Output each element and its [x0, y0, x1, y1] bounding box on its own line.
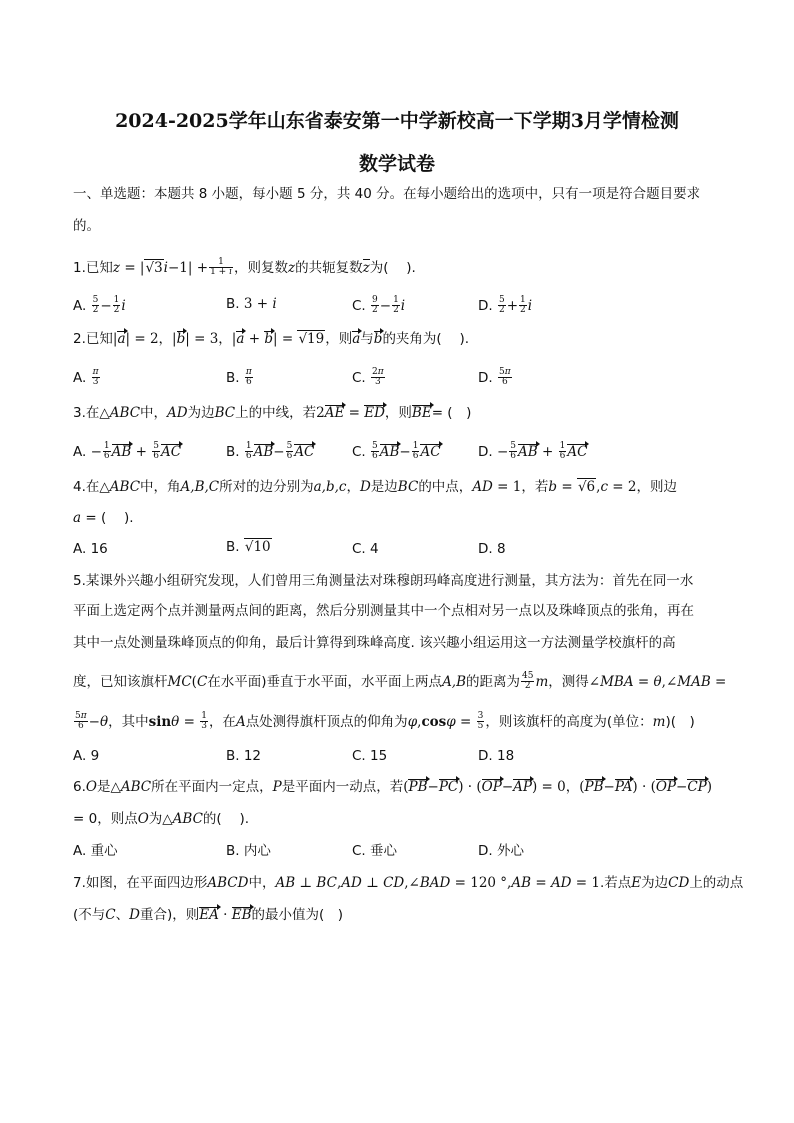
- q4-option-d[interactable]: D. 8: [478, 541, 506, 557]
- question-5-line-1: 5.某课外兴趣小组研究发现，人们曾用三角测量法对珠穆朗玛峰高度进行测量，其方法为：首先在同一水: [73, 573, 694, 589]
- q6-option-c[interactable]: C. 垂心: [352, 843, 398, 859]
- question-4: 4.在△ABC中，角A,B,C所对的边分别为a,b,c，D是边BC的中点，AD = 1，若b = √6,c = 2，则边: [73, 479, 677, 495]
- question-7-cont: (不与C、D重合)，则EA · EB的最小值为( ): [73, 907, 344, 923]
- q2-option-a[interactable]: A. $\frac{\pi}{3}$: [73, 367, 99, 388]
- q5-option-a[interactable]: A. 9: [73, 748, 100, 764]
- q3-option-c[interactable]: C. $\frac{5}{6}$ AB− $\frac{1}{6}$ AC: [352, 441, 441, 462]
- question-5-line-4: 度，已知该旗杆MC(C在水平面)垂直于水平面，水平面上两点A,B的距离为 $\frac{45}{2}$ m，测得∠MBA = θ,∠MAB =: [73, 671, 727, 692]
- q5-option-d[interactable]: D. 18: [478, 748, 515, 764]
- question-4-cont: a = ( ).: [73, 510, 134, 526]
- q6-option-d[interactable]: D. 外心: [478, 843, 524, 859]
- q2-option-c[interactable]: C. $\frac{2\pi}{3}$: [352, 367, 384, 388]
- q4-option-c[interactable]: C. 4: [352, 541, 379, 557]
- question-3: 3.在△ABC中，AD为边BC上的中线，若2AE = ED，则BE= ( ): [73, 405, 472, 421]
- exam-subtitle: 数学试卷: [358, 153, 435, 175]
- section-instruction: 一、单选题：本题共 8 小题，每小题 5 分，共 40 分。在每小题给出的选项中，只有一项是符合题目要求: [73, 186, 701, 202]
- section-instruction-cont: 的。: [73, 218, 100, 234]
- q5-option-c[interactable]: C. 15: [352, 748, 388, 764]
- question-1: 1.已知z = |√3i−1| + $\frac{1}{1 + i}$ ，则复数z的共轭复数z为( ).: [73, 257, 416, 278]
- q1-option-c[interactable]: C. $\frac{9}{2}$ − $\frac{1}{2}$ i: [352, 295, 406, 316]
- q2-option-d[interactable]: D. $\frac{5\pi}{6}$: [478, 367, 511, 388]
- q3-option-a[interactable]: A. − $\frac{1}{6}$ AB + $\frac{5}{6}$ AC: [73, 441, 182, 462]
- q4-option-a[interactable]: A. 16: [73, 541, 108, 557]
- question-6: 6.O是△ABC所在平面内一定点，P是平面内一动点，若(PB−PC) · (OP−AP) = 0，(PB−PA) · (OP−CP): [73, 779, 713, 795]
- question-6-cont: = 0，则点O为△ABC的( ).: [73, 811, 250, 827]
- exam-title: 2024-2025学年山东省泰安第一中学新校高一下学期3月学情检测: [115, 110, 679, 132]
- question-5-line-5: $\frac{5\pi}{6}$ −θ，其中sinθ = $\frac{1}{3}$ ，在A点处测得旗杆顶点的仰角为φ,cosφ = $\frac{3}{5}$ ，则该旗杆的高度为(单位：m)( ): [75, 711, 695, 732]
- q1-option-b[interactable]: B. 3 + i: [226, 296, 277, 312]
- q5-option-b[interactable]: B. 12: [226, 748, 262, 764]
- q2-option-b[interactable]: B. $\frac{\pi}{6}$: [226, 367, 252, 388]
- q3-option-d[interactable]: D. − $\frac{5}{6}$ AB + $\frac{1}{6}$ AC: [478, 441, 588, 462]
- q1-option-d[interactable]: D. $\frac{5}{2}$ + $\frac{1}{2}$ i: [478, 295, 533, 316]
- q6-option-a[interactable]: A. 重心: [73, 843, 118, 859]
- q1-option-a[interactable]: A. $\frac{5}{2}$ − $\frac{1}{2}$ i: [73, 295, 126, 316]
- question-2: 2.已知|a| = 2，|b| = 3，|a + b| = √19，则a与b的夹角为( ).: [73, 331, 470, 347]
- question-7: 7.如图，在平面四边形ABCD中，AB ⊥ BC,AD ⊥ CD,∠BAD = 120 °,AB = AD = 1.若点E为边CD上的动点: [73, 875, 744, 891]
- q3-option-b[interactable]: B. $\frac{1}{6}$ AB− $\frac{5}{6}$ AC: [226, 441, 315, 462]
- q6-option-b[interactable]: B. 内心: [226, 843, 271, 859]
- q4-option-b[interactable]: B. √10: [226, 539, 271, 555]
- question-5-line-2: 平面上选定两个点并测量两点间的距离，然后分别测量其中一个点相对另一点以及珠峰顶点的张角，再在: [73, 603, 694, 619]
- question-5-line-3: 其中一点处测量珠峰顶点的仰角，最后计算得到珠峰高度. 该兴趣小组运用这一方法测量学校旗杆的高: [73, 635, 676, 651]
